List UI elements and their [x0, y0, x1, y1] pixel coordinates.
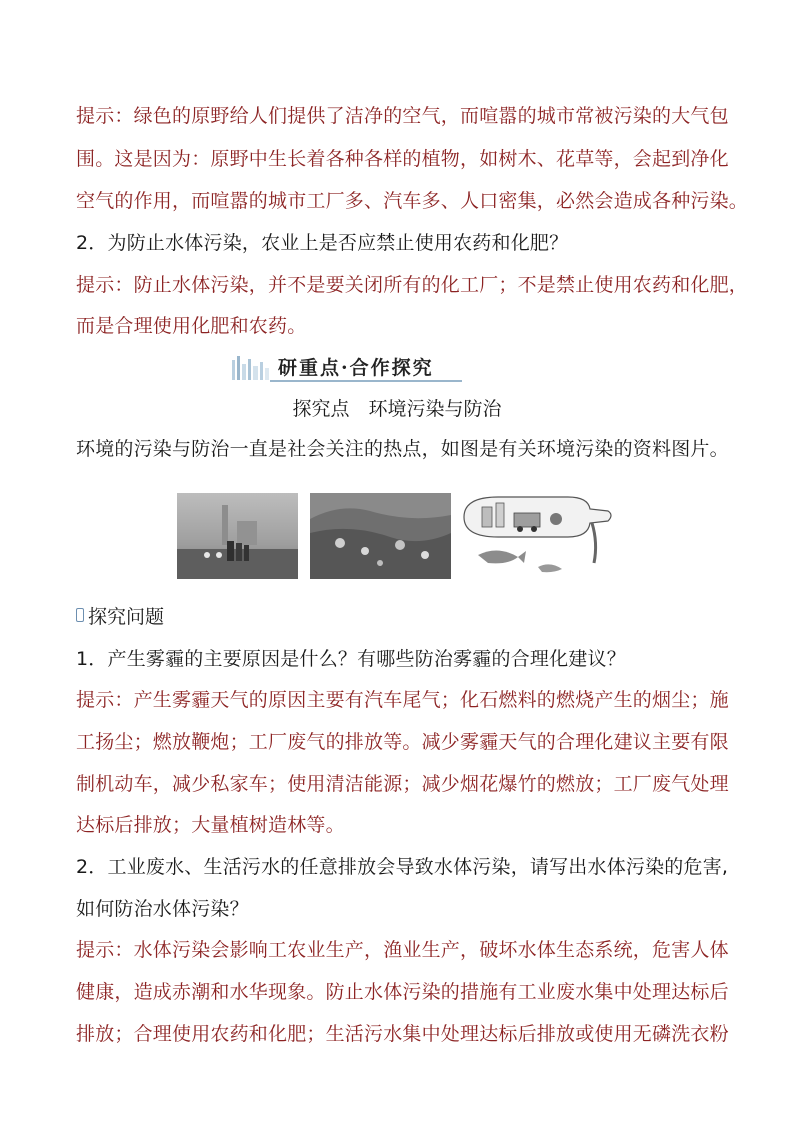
smog-photo	[177, 493, 298, 579]
bottle-illustration	[458, 493, 616, 579]
hint-line: 达标后排放；大量植树造林等。	[76, 814, 345, 836]
polluted-water-photo	[310, 493, 451, 579]
bookmark-icon	[76, 608, 84, 622]
question-line: 2．为防止水体污染，农业上是否应禁止使用农药和化肥？	[76, 232, 569, 254]
section-banner	[230, 350, 462, 384]
hint-line: 工扬尘；燃放鞭炮；工厂废气的排放等。减少雾霾天气的合理化建议主要有限	[76, 731, 729, 753]
hint-line: 空气的作用，而喧嚣的城市工厂多、汽车多、人口密集，必然会造成各种污染。	[76, 190, 749, 212]
hint-line: 而是合理使用化肥和农药。	[76, 315, 307, 337]
section-subheading: 探究点 环境污染与防治	[292, 398, 502, 420]
banner-title: 研重点·合作探究	[278, 357, 434, 379]
section-intro: 环境的污染与防治一直是社会关注的热点，如图是有关环境污染的资料图片。	[76, 438, 729, 460]
question-line: 如何防治水体污染？	[76, 898, 249, 920]
hint-line: 健康，造成赤潮和水华现象。防止水体污染的措施有工业废水集中处理达标后	[76, 981, 729, 1003]
hint-line: 提示：产生雾霾天气的原因主要有汽车尾气；化石燃料的燃烧产生的烟尘；施	[76, 689, 729, 711]
hint-line: 排放；合理使用农药和化肥；生活污水集中处理达标后排放或使用无磷洗衣粉	[76, 1023, 729, 1045]
inquiry-heading-label: 探究问题	[88, 606, 165, 628]
hint-line: 围。这是因为：原野中生长着各种各样的植物，如树木、花草等，会起到净化	[76, 148, 729, 170]
banner-rule	[270, 380, 462, 382]
question-line: 1．产生雾霾的主要原因是什么？有哪些防治雾霾的合理化建议？	[76, 648, 626, 670]
hint-line: 提示：绿色的原野给人们提供了洁净的空气，而喧嚣的城市常被污染的大气包	[76, 105, 729, 127]
question-line: 2．工业废水、生活污水的任意排放会导致水体污染，请写出水体污染的危害,	[76, 856, 729, 878]
hint-line: 提示：水体污染会影响工农业生产，渔业生产，破坏水体生态系统，危害人体	[76, 939, 729, 961]
hint-line: 制机动车，减少私家车；使用清洁能源；减少烟花爆竹的燃放；工厂废气处理	[76, 773, 729, 795]
hint-line: 提示：防止水体污染，并不是要关闭所有的化工厂；不是禁止使用农药和化肥，	[76, 274, 749, 296]
inquiry-heading	[76, 605, 164, 629]
city-skyline-icon	[230, 354, 270, 380]
